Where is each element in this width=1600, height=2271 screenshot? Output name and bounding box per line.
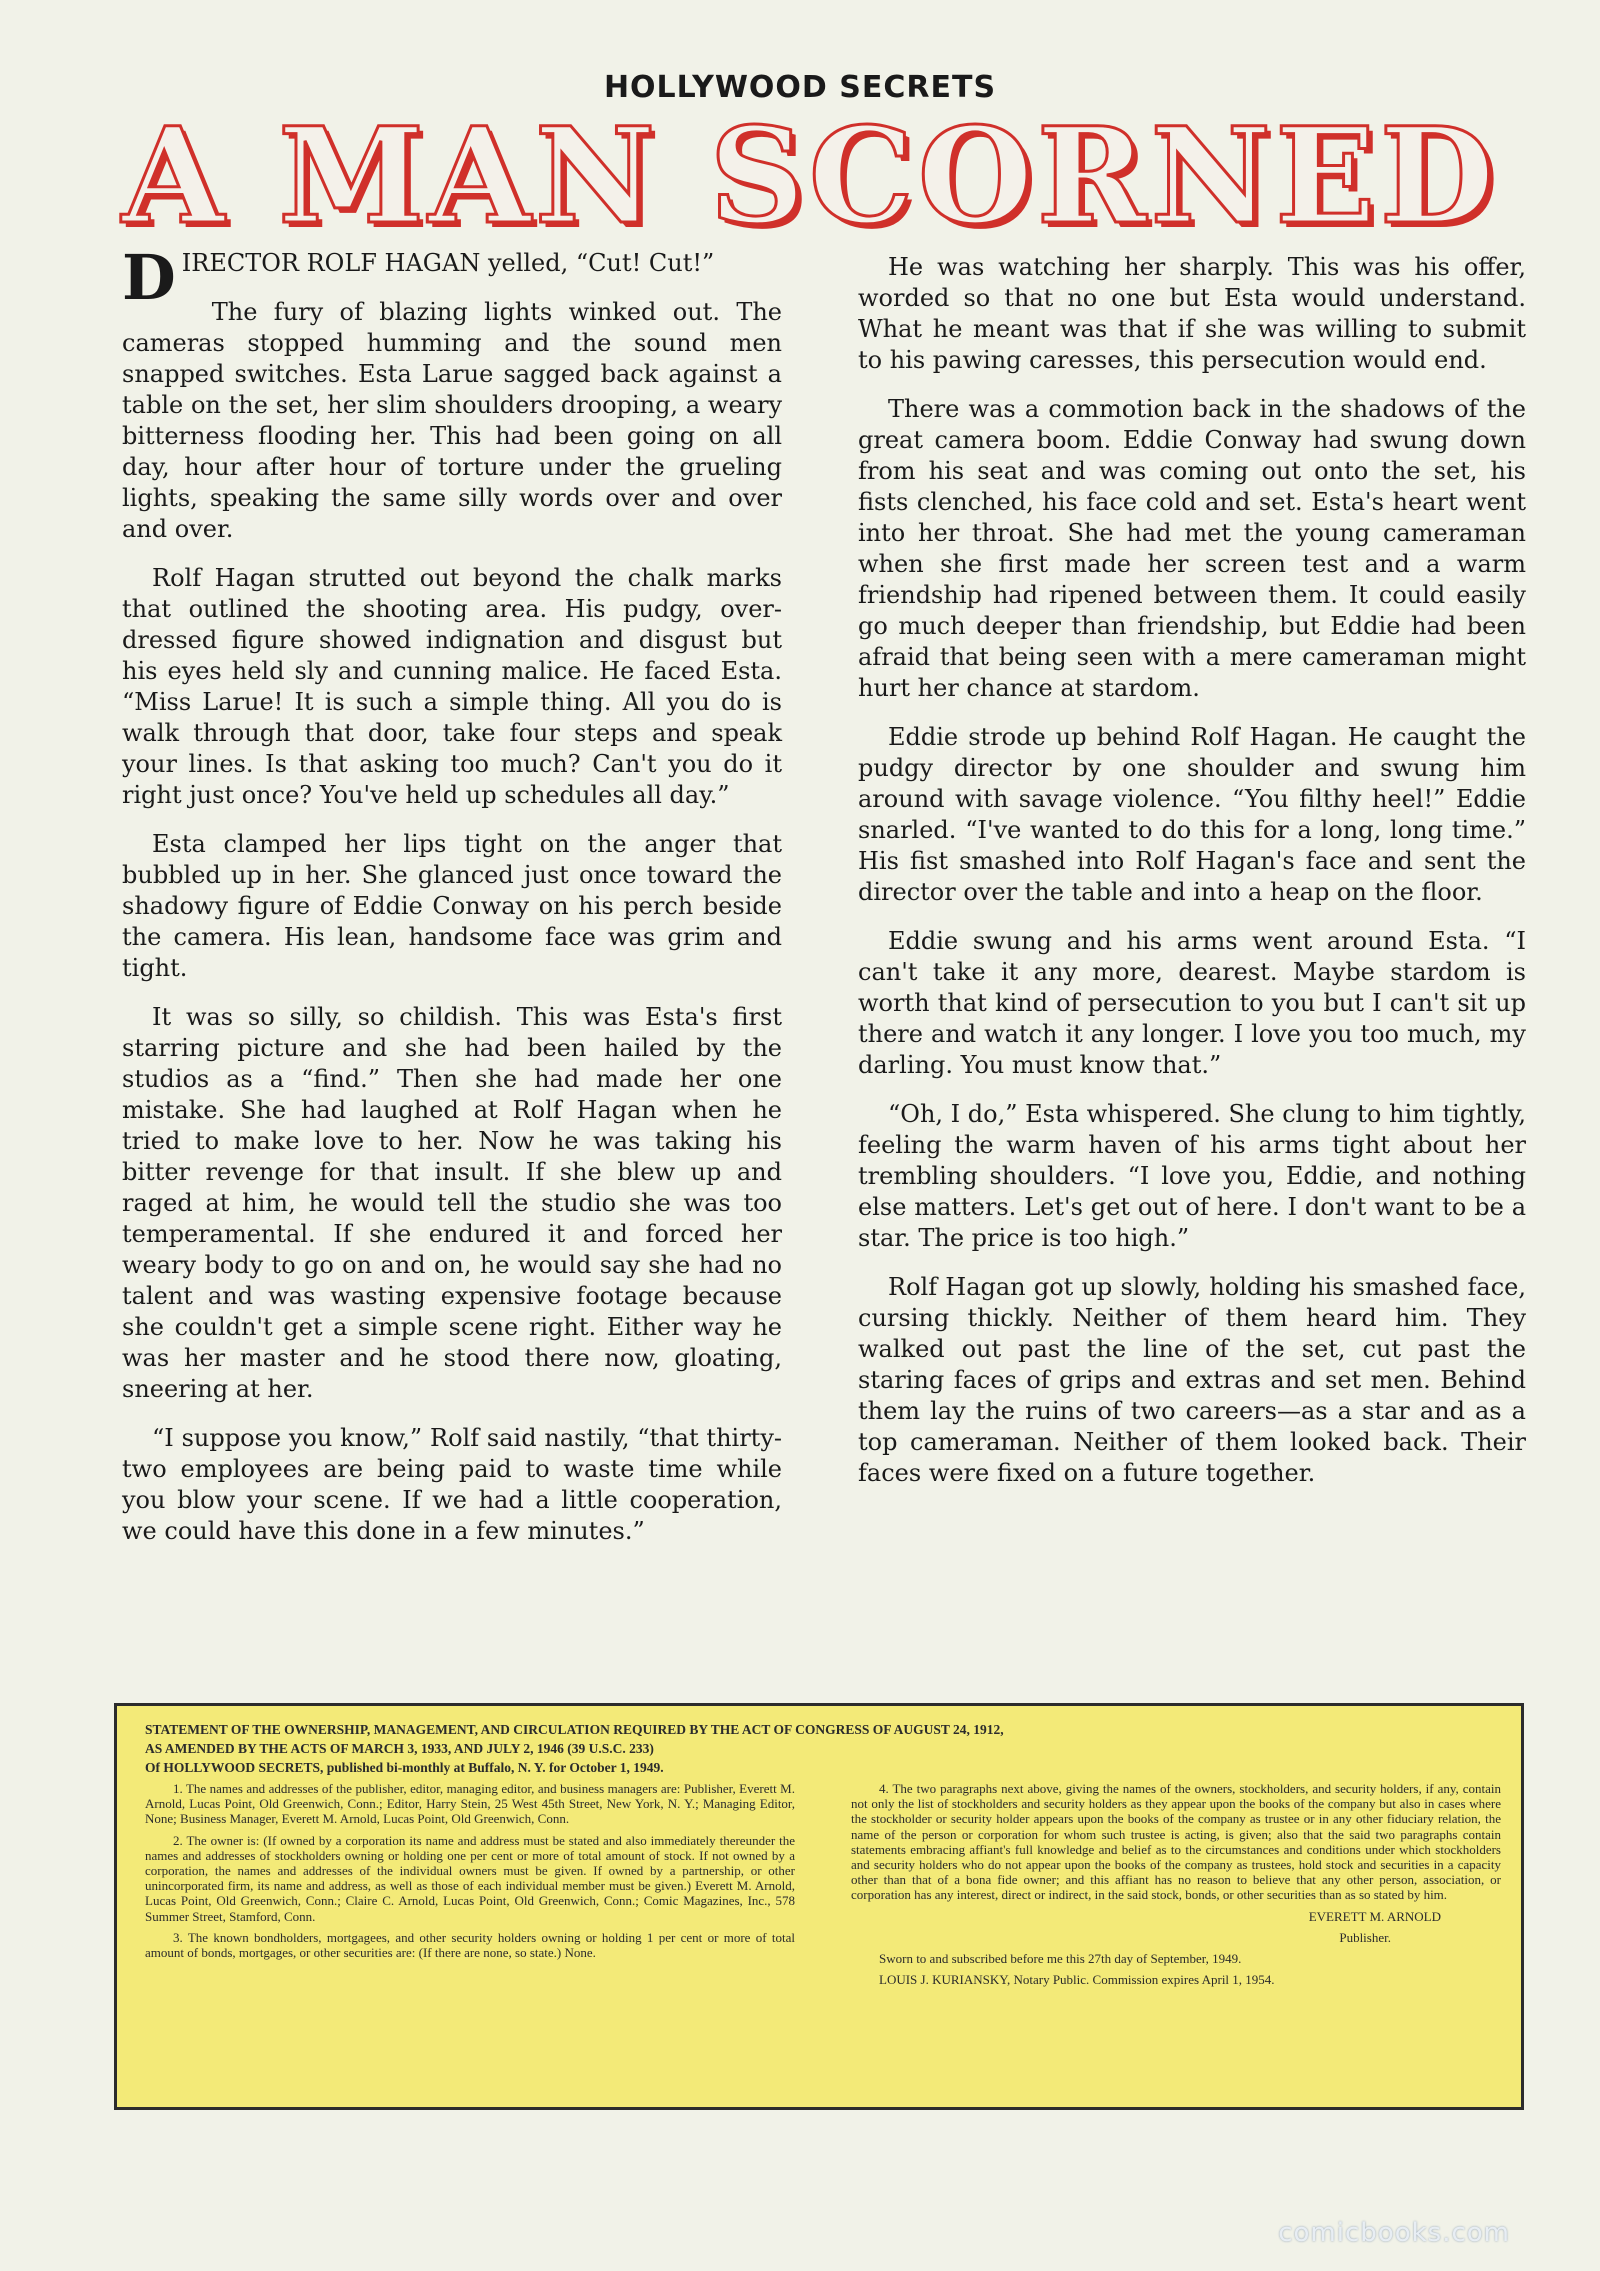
story-column-left — [122, 241, 782, 1565]
story-paragraph: He was watching her sharply. This was his offer, worded so that no one but Esta would understand. What he meant was that if she was willing to submit to his pawing caresses, this persecution would end. — [858, 253, 1526, 374]
statement-heading: STATEMENT OF THE OWNERSHIP, MANAGEMENT, AND CIRCULATION REQUIRED BY THE ACT OF CONGRESS OF AUGUST 24, 1912, — [145, 1722, 1004, 1737]
story-paragraph: Eddie swung and his arms went around Esta. “I can't take it any more, dearest. Maybe stardom is worth that kind of persecution to you but I can't sit up there and watch it any longer. I love you too much, my darling. You must know that.” — [858, 927, 1526, 1079]
story-paragraph: Rolf Hagan got up slowly, holding his smashed face, cursing thickly. Neither of them heard him. They walked out past the line of the set, cut past the staring faces of grips and extras and set men. Behind them lay the ruins of two careers—as a star and as a top cameraman. Neither of them looked back. Their faces were fixed on a future together. — [858, 1273, 1526, 1487]
statement-paragraph: 3. The known bondholders, mortgagees, and other security holders owning or holding 1 per cent or more of total amount of bonds, mortgages, or other securities are: (If there are none, so state.) None. — [145, 1929, 795, 1961]
statement-heading: AS AMENDED BY THE ACTS OF MARCH 3, 1933, AND JULY 2, 1946 (39 U.S.C. 233) — [145, 1741, 654, 1756]
ownership-statement-box — [114, 1703, 1524, 2110]
statement-column-right — [851, 1781, 1501, 1993]
drop-cap: D — [122, 241, 176, 314]
story-paragraph: DIRECTOR ROLF HAGAN yelled, “Cut! Cut!” — [122, 241, 715, 314]
story-paragraph: The fury of blazing lights winked out. The cameras stopped humming and the sound men snapped switches. Esta Larue sagged back against a table on the set, her slim shoulders drooping, a weary bitterness flooding her. This had been going on all day, hour after hour of torture under the grueling lights, speaking the same silly words over and over and over. — [122, 298, 782, 543]
story-paragraph: There was a commotion back in the shadows of the great camera boom. Eddie Conway had swung down from his seat and was coming out onto the set, his fists clenched, his face cold and set. Esta's heart went into her throat. She had met the young cameraman when she first made her screen test and a warm friendship had ripened between them. It could easily go much deeper than friendship, but Eddie had been afraid that being seen with a mere cameraman might hurt her chance at stardom. — [858, 395, 1526, 702]
statement-paragraph: 4. The two paragraphs next above, giving the names of the owners, stockholders, and security holders, if any, contain not only the list of stockholders and security holders as they appear upon the books of the company but also in cases where the stockholder or security holder appears upon the books of the company as trustee or in any other fiduciary relation, the name of the person or corporation for whom such trustee is acting, is given; also that the said two paragraphs contain statements embracing affiant's full knowledge and belief as to the circumstances and conditions under which stockholders and security holders who do not appear upon the books of the company as trustees, hold stock and securities in a capacity other than that of a bona fide owner; and this affiant has no reason to believe that any other person, association, or corporation has any interest, direct or indirect, in the said stock, bonds, or other securities than as so stated by him. — [851, 1781, 1501, 1903]
site-watermark: comicbooks.com — [1278, 2218, 1510, 2248]
statement-signature: EVERETT M. ARNOLD — [1308, 1908, 1441, 1924]
story-paragraph: Rolf Hagan strutted out beyond the chalk marks that outlined the shooting area. His pudgy, over-dressed figure showed indignation and disgust but his eyes held sly and cunning malice. He faced Esta. “Miss Larue! It is such a simple thing. All you do is walk through that door, take four steps and speak your lines. Is that asking too much? Can't you do it right just once? You've held up schedules all day.” — [122, 564, 782, 809]
story-paragraph: “I suppose you know,” Rolf said nastily, “that thirty-two employees are being paid to waste time while you blow your scene. If we had a little cooperation, we could have this done in a few minutes.” — [122, 1424, 782, 1545]
statement-sworn: Sworn to and subscribed before me this 27th day of September, 1949. — [879, 1951, 1242, 1967]
statement-heading: Of HOLLYWOOD SECRETS, published bi-monthly at Buffalo, N. Y. for October 1, 1949. — [145, 1760, 664, 1775]
story-paragraph: It was so silly, so childish. This was Esta's first starring picture and she had been hailed by the studios as a “find.” Then she had made her one mistake. She had laughed at Rolf Hagan when he tried to make love to her. Now he was taking his bitter revenge for that insult. If she blew up and raged at him, he would tell the studio she was too temperamental. If she endured it and forced her weary body to go on and on, he would say she had no talent and was wasting expensive footage because she couldn't get a simple scene right. Either way he was her master and he stood there now, gloating, sneering at her. — [122, 1003, 782, 1403]
masthead: HOLLYWOOD SECRETS — [603, 70, 997, 105]
story-title: A MAN SCORNED — [121, 99, 1499, 254]
statement-columns — [145, 1781, 1501, 1993]
statement-paragraph: 1. The names and addresses of the publisher, editor, managing editor, and business managers are: Publisher, Everett M. Arnold, Lucas Point, Old Greenwich, Conn.; Editor, Harry Stein, 25 West 45th Street, New York, N. Y.; Managing Editor, None; Business Manager, Everett M. Arnold, Lucas Point, Old Greenwich, Conn. — [145, 1781, 795, 1827]
story-column-right — [858, 252, 1526, 1507]
statement-column-left — [145, 1781, 795, 1993]
statement-paragraph: 2. The owner is: (If owned by a corporation its name and address must be stated and also immediately thereunder the names and addresses of stockholders owning or holding one per cent or more of total amount of stock. If not owned by a corporation, the names and addresses of the individual owners must be given. If owned by a partnership, or other unincorporated firm, its name and address, as well as those of each individual member must be given.) Everett M. Arnold, Lucas Point, Old Greenwich, Conn.; Claire C. Arnold, Lucas Point, Old Greenwich, Conn.; Comic Magazines, Inc., 578 Summer Street, Stamford, Conn. — [145, 1832, 795, 1924]
story-paragraph: Esta clamped her lips tight on the anger that bubbled up in her. She glanced just once toward the shadowy figure of Eddie Conway on his perch beside the camera. His lean, handsome face was grim and tight. — [122, 830, 782, 982]
statement-signature-title: Publisher. — [1339, 1929, 1391, 1945]
statement-notary: LOUIS J. KURIANSKY, Notary Public. Commission expires April 1, 1954. — [879, 1972, 1275, 1988]
story-paragraph: “Oh, I do,” Esta whispered. She clung to him tightly, feeling the warm haven of his arms tight about her trembling shoulders. “I love you, Eddie, and nothing else matters. Let's get out of here. I don't want to be a star. The price is too high.” — [858, 1100, 1526, 1252]
story-paragraph: Eddie strode up behind Rolf Hagan. He caught the pudgy director by one shoulder and swung him around with savage violence. “You filthy heel!” Eddie snarled. “I've wanted to do this for a long, long time.” His fist smashed into Rolf Hagan's face and sent the director over the table and into a heap on the floor. — [858, 723, 1526, 906]
